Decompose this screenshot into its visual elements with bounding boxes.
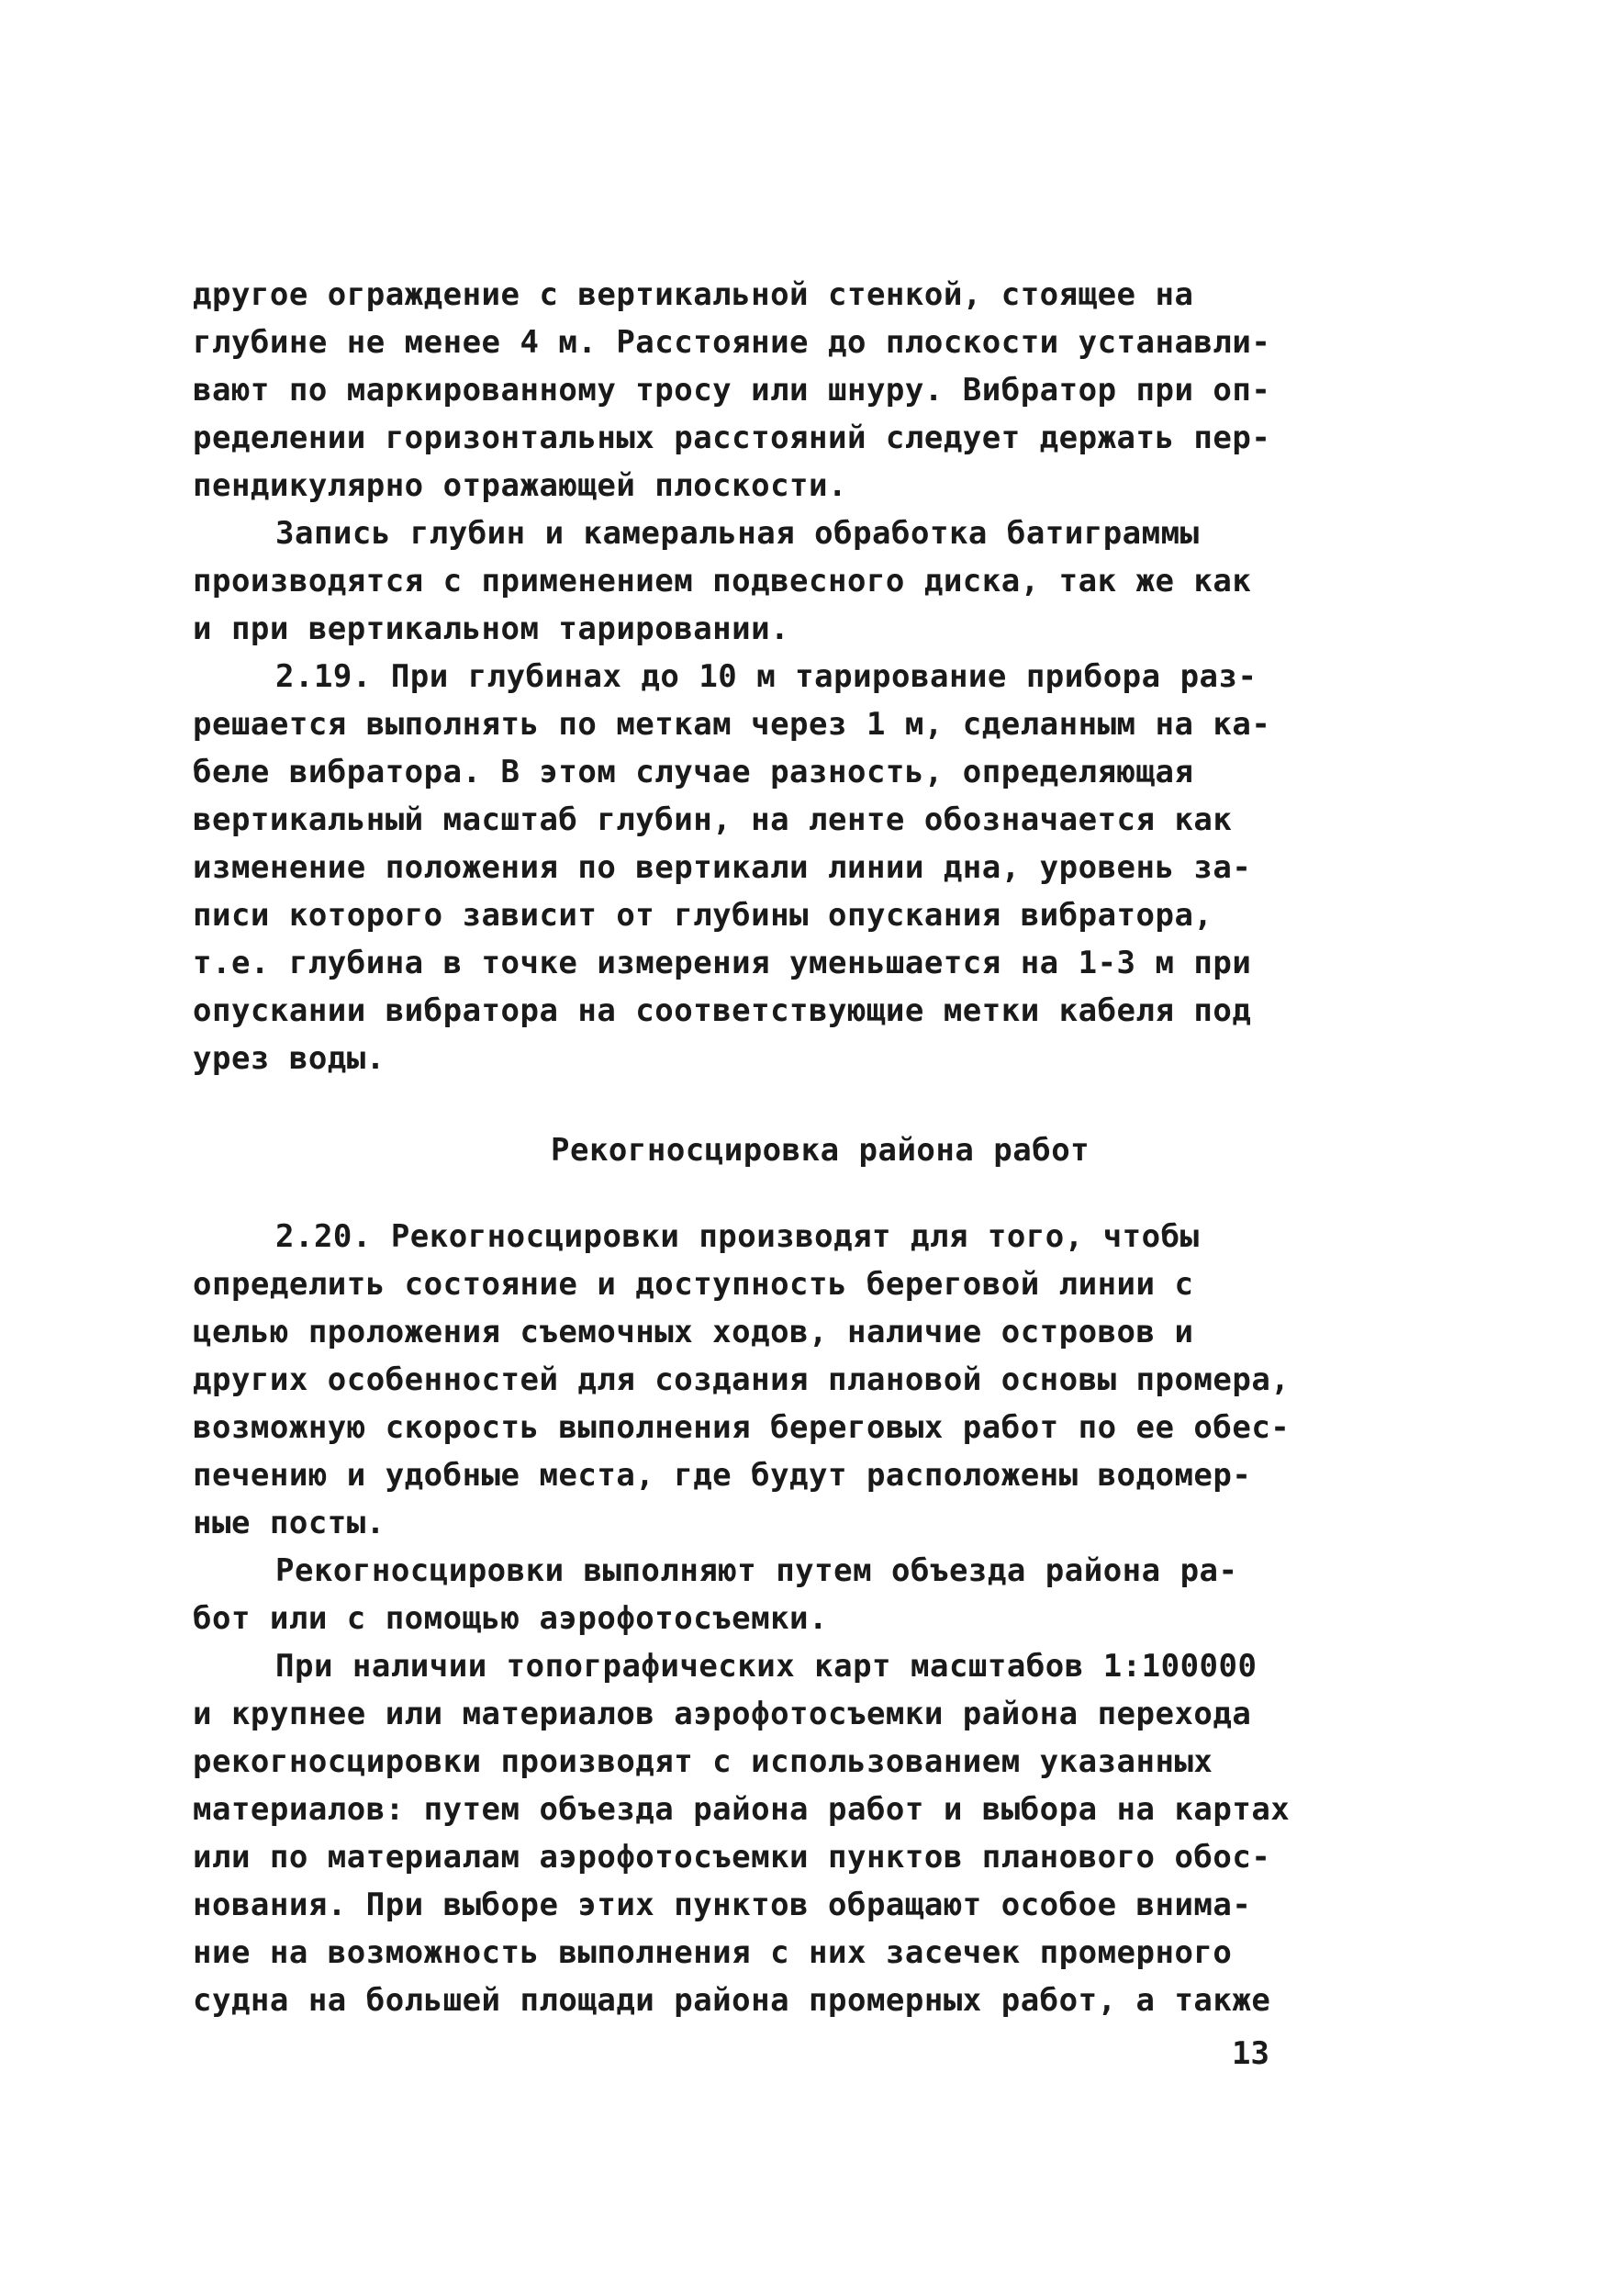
text-line: ные посты. [193,1505,386,1541]
text-line: При наличии топографических карт масштабов 1:100000 [275,1648,1258,1685]
text-line: т.е. глубина в точке измерения уменьшается на 1-3 м при [193,945,1252,981]
text-line: глубине не менее 4 м. Расстояние до плоскости устанавли- [193,324,1271,361]
text-line: 2.19. При глубинах до 10 м тарирование прибора раз- [275,658,1258,695]
text-line: рекогносцировки производят с использованием указанных [193,1743,1213,1780]
text-line: вают по маркированному тросу или шнуру. Вибратор при оп- [193,372,1271,409]
text-line: ределении горизонтальных расстояний следует держать пер- [193,420,1271,456]
text-line: определить состояние и доступность береговой линии с [193,1266,1194,1303]
text-line: нования. При выборе этих пунктов обращают особое внима- [193,1887,1252,1923]
text-line: возможную скорость выполнения береговых работ по ее обес- [193,1409,1291,1446]
text-line: изменение положения по вертикали линии дна, уровень за- [193,849,1252,886]
text-line: производятся с применением подвесного диска, так же как [193,563,1252,599]
text-line: ние на возможность выполнения с них засечек промерного [193,1934,1233,1971]
section-heading: Рекогносцировка района работ [551,1132,1090,1169]
text-line: 2.20. Рекогносцировки производят для того, чтобы [275,1218,1200,1255]
text-line: вертикальный масштаб глубин, на ленте обозначается как [193,801,1233,838]
text-line: Запись глубин и камеральная обработка батиграммы [275,515,1200,552]
text-line: другое ограждение с вертикальной стенкой, стоящее на [193,276,1194,313]
text-line: решается выполнять по меткам через 1 м, сделанным на ка- [193,706,1271,743]
text-line: пендикулярно отражающей плоскости. [193,467,847,504]
text-line: Рекогносцировки выполняют путем объезда района ра- [275,1552,1238,1589]
text-line: урез воды. [193,1040,386,1077]
text-line: беле вибратора. В этом случае разность, определяющая [193,754,1194,790]
text-line: судна на большей площади района промерных работ, а также [193,1982,1271,2019]
text-line: печению и удобные места, где будут расположены водомер- [193,1457,1252,1494]
text-line: писи которого зависит от глубины опускания вибратора, [193,897,1213,934]
text-line: и крупнее или материалов аэрофотосъемки района перехода [193,1696,1252,1732]
text-line: целью проложения съемочных ходов, наличие островов и [193,1314,1194,1350]
text-line: или по материалам аэрофотосъемки пунктов планового обос- [193,1839,1271,1876]
text-line: опускании вибратора на соответствующие метки кабеля под [193,992,1252,1029]
text-line: других особенностей для создания плановой основы промера, [193,1361,1291,1398]
text-line: материалов: путем объезда района работ и выбора на картах [193,1791,1291,1828]
page-number: 13 [1232,2035,1269,2072]
text-line: бот или с помощью аэрофотосъемки. [193,1600,829,1637]
text-line: и при вертикальном тарировании. [193,610,790,647]
